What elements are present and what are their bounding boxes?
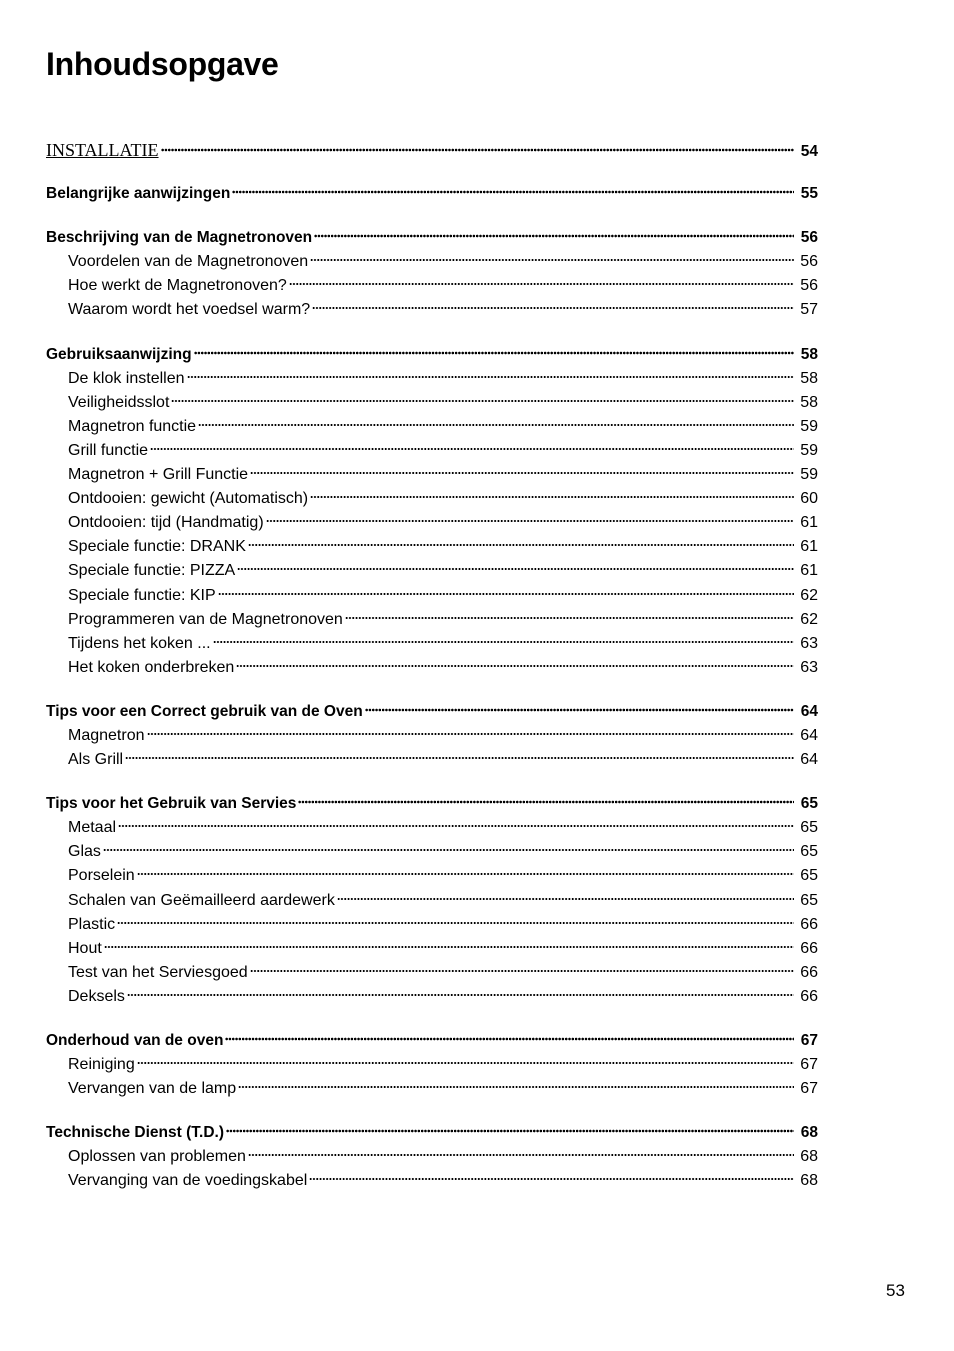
toc-entry-page: 67 bbox=[800, 1056, 818, 1074]
dot-leader bbox=[118, 824, 794, 828]
toc-entry-page: 61 bbox=[800, 514, 818, 532]
toc-entry-label: Glas bbox=[68, 843, 101, 861]
toc-entry-page: 66 bbox=[800, 963, 818, 981]
toc-entry-label: Deksels bbox=[68, 987, 125, 1005]
dot-leader bbox=[171, 399, 794, 403]
toc-section-heading[interactable] bbox=[46, 700, 818, 724]
toc-entry-label: Onderhoud van de oven bbox=[46, 1032, 224, 1049]
toc-entry-label: Oplossen van problemen bbox=[68, 1148, 246, 1166]
toc-subentry[interactable] bbox=[46, 487, 818, 511]
toc-entry-page: 64 bbox=[800, 751, 818, 769]
toc-entry-label: Magnetron bbox=[68, 726, 145, 744]
dot-leader bbox=[250, 471, 794, 475]
toc-section bbox=[46, 792, 818, 1009]
toc-entry-page: 63 bbox=[800, 634, 818, 652]
toc-section-heading[interactable] bbox=[46, 138, 818, 162]
toc-entry-label: Ontdooien: gewicht (Automatisch) bbox=[68, 490, 309, 508]
toc-entry-page: 66 bbox=[800, 915, 818, 933]
dot-leader bbox=[289, 282, 794, 286]
dot-leader bbox=[225, 1037, 794, 1041]
dot-leader bbox=[218, 592, 794, 596]
toc-entry-label: Grill functie bbox=[68, 441, 149, 459]
dot-leader bbox=[309, 1177, 794, 1181]
dot-leader bbox=[365, 708, 794, 712]
toc-subentry[interactable] bbox=[46, 632, 818, 656]
toc-entry-page: 54 bbox=[800, 143, 818, 160]
toc-entry-label: Speciale functie: PIZZA bbox=[68, 562, 236, 580]
toc-entry-label: Technische Dienst (T.D.) bbox=[46, 1124, 224, 1142]
toc-entry-page: 65 bbox=[800, 891, 818, 909]
dot-leader bbox=[187, 375, 795, 379]
toc-entry-page: 58 bbox=[800, 369, 818, 387]
toc-entry-page: 55 bbox=[800, 185, 818, 203]
dot-leader bbox=[137, 872, 794, 876]
toc-entry-page: 68 bbox=[800, 1148, 818, 1166]
toc-entry-label: Belangrijke aanwijzingen bbox=[46, 185, 231, 203]
dot-leader bbox=[150, 447, 794, 451]
toc-entry-label: Tips voor het Gebruik van Servies bbox=[46, 795, 297, 813]
toc-entry-page: 65 bbox=[800, 867, 818, 885]
toc-subentry[interactable] bbox=[46, 367, 818, 391]
toc-entry-label: Test van het Serviesgoed bbox=[68, 963, 248, 981]
toc-entry-label: Gebruiksaanwijzing bbox=[46, 345, 192, 363]
dot-leader bbox=[248, 543, 794, 547]
toc-entry-page: 65 bbox=[800, 795, 818, 813]
toc-entry-label: Waarom wordt het voedsel warm? bbox=[68, 301, 311, 319]
toc-subentry[interactable] bbox=[46, 511, 818, 535]
dot-leader bbox=[137, 1061, 794, 1065]
dot-leader bbox=[298, 800, 794, 804]
toc-entry-label: Ontdooien: tijd (Handmatig) bbox=[68, 514, 264, 532]
dot-leader bbox=[161, 148, 794, 152]
toc-subentry[interactable] bbox=[46, 889, 818, 913]
dot-leader bbox=[310, 495, 794, 499]
toc-entry-page: 64 bbox=[800, 726, 818, 744]
toc-entry-label: Schalen van Geëmailleerd aardewerk bbox=[68, 891, 335, 909]
toc-entry-page: 56 bbox=[800, 253, 818, 271]
toc-entry-label: Metaal bbox=[68, 819, 117, 837]
toc-subentry[interactable] bbox=[46, 1169, 818, 1193]
toc-subentry[interactable] bbox=[46, 748, 818, 772]
dot-leader bbox=[310, 258, 794, 262]
toc-entry-page: 68 bbox=[800, 1172, 818, 1190]
toc-entry-page: 60 bbox=[800, 490, 818, 508]
toc-subentry[interactable] bbox=[46, 913, 818, 937]
dot-leader bbox=[147, 732, 795, 736]
toc-subentry[interactable] bbox=[46, 584, 818, 608]
toc-entry-label: Tips voor een Correct gebruik van de Oven bbox=[46, 702, 363, 720]
dot-leader bbox=[238, 1085, 794, 1089]
toc-entry-page: 65 bbox=[800, 819, 818, 837]
toc-entry-label: Als Grill bbox=[68, 751, 124, 769]
toc-entry-page: 62 bbox=[800, 610, 818, 628]
page-number: 53 bbox=[886, 1281, 905, 1300]
toc-entry-page: 58 bbox=[800, 393, 818, 411]
dot-leader bbox=[194, 351, 794, 355]
toc-section bbox=[46, 700, 818, 772]
dot-leader bbox=[345, 616, 794, 620]
toc-subentry[interactable] bbox=[46, 864, 818, 888]
toc-entry-page: 67 bbox=[800, 1080, 818, 1098]
toc-subentry[interactable] bbox=[46, 298, 818, 322]
dot-leader bbox=[248, 1153, 794, 1157]
toc-entry-label: Het koken onderbreken bbox=[68, 658, 235, 676]
page-title: Inhoudsopgave bbox=[46, 46, 279, 82]
toc-subentry[interactable] bbox=[46, 559, 818, 583]
toc-entry-page: 59 bbox=[800, 441, 818, 459]
toc-section-heading[interactable] bbox=[46, 1029, 818, 1053]
toc-section bbox=[46, 1121, 818, 1193]
dot-leader bbox=[236, 664, 794, 668]
toc-entry-page: 56 bbox=[800, 229, 818, 247]
toc-subentry[interactable] bbox=[46, 391, 818, 415]
toc-section-heading[interactable] bbox=[46, 182, 818, 206]
dot-leader bbox=[117, 921, 794, 925]
toc-subentry[interactable] bbox=[46, 415, 818, 439]
dot-leader bbox=[314, 234, 794, 238]
toc-entry-page: 56 bbox=[800, 277, 818, 295]
toc-entry-page: 65 bbox=[800, 843, 818, 861]
toc-subentry[interactable] bbox=[46, 985, 818, 1009]
toc-subentry[interactable] bbox=[46, 535, 818, 559]
toc-entry-label: Porselein bbox=[68, 867, 135, 885]
dot-leader bbox=[312, 306, 794, 310]
toc-subentry[interactable] bbox=[46, 656, 818, 680]
toc-entry-label: Programmeren van de Magnetronoven bbox=[68, 610, 343, 628]
toc-section-heading[interactable] bbox=[46, 792, 818, 816]
dot-leader bbox=[232, 190, 794, 194]
toc-entry-label: Veiligheidsslot bbox=[68, 393, 170, 411]
toc-subentry[interactable] bbox=[46, 840, 818, 864]
toc-entry-label: Plastic bbox=[68, 915, 116, 933]
toc-entry-page: 61 bbox=[800, 538, 818, 556]
dot-leader bbox=[266, 519, 794, 523]
dot-leader bbox=[213, 640, 794, 644]
toc-entry-page: 61 bbox=[800, 562, 818, 580]
toc-section-heading[interactable] bbox=[46, 1121, 818, 1145]
toc-entry-label: Magnetron functie bbox=[68, 417, 197, 435]
table-of-contents bbox=[46, 138, 818, 1214]
toc-section bbox=[46, 226, 818, 322]
toc-entry-page: 67 bbox=[800, 1032, 818, 1049]
toc-entry-label: Hout bbox=[68, 939, 102, 957]
toc-entry-page: 58 bbox=[800, 345, 818, 363]
toc-section bbox=[46, 1029, 818, 1101]
toc-entry-label: De klok instellen bbox=[68, 369, 185, 387]
toc-entry-page: 57 bbox=[800, 301, 818, 319]
toc-entry-label: INSTALLATIE bbox=[46, 140, 159, 160]
toc-entry-label: Vervangen van de lamp bbox=[68, 1080, 237, 1098]
dot-leader bbox=[337, 897, 794, 901]
toc-subentry[interactable] bbox=[46, 1053, 818, 1077]
toc-entry-label: Speciale functie: KIP bbox=[68, 586, 216, 604]
toc-entry-label: Hoe werkt de Magnetronoven? bbox=[68, 277, 287, 295]
dot-leader bbox=[125, 756, 794, 760]
dot-leader bbox=[103, 848, 794, 852]
toc-subentry[interactable] bbox=[46, 250, 818, 274]
toc-entry-page: 59 bbox=[800, 466, 818, 484]
toc-subentry[interactable] bbox=[46, 961, 818, 985]
dot-leader bbox=[198, 423, 794, 427]
toc-entry-label: Voordelen van de Magnetronoven bbox=[68, 253, 309, 271]
dot-leader bbox=[237, 567, 794, 571]
dot-leader bbox=[104, 945, 794, 949]
toc-entry-page: 68 bbox=[800, 1124, 818, 1142]
dot-leader bbox=[226, 1129, 794, 1133]
toc-entry-page: 62 bbox=[800, 586, 818, 604]
toc-entry-page: 59 bbox=[800, 417, 818, 435]
toc-section bbox=[46, 182, 818, 206]
toc-subentry[interactable] bbox=[46, 439, 818, 463]
toc-subentry[interactable] bbox=[46, 463, 818, 487]
toc-section-heading[interactable] bbox=[46, 343, 818, 367]
toc-subentry[interactable] bbox=[46, 724, 818, 748]
toc-subentry[interactable] bbox=[46, 608, 818, 632]
toc-subentry[interactable] bbox=[46, 274, 818, 298]
toc-entry-label: Magnetron + Grill Functie bbox=[68, 466, 249, 484]
toc-entry-page: 64 bbox=[800, 702, 818, 720]
toc-subentry[interactable] bbox=[46, 816, 818, 840]
toc-section bbox=[46, 343, 818, 680]
toc-entry-label: Tijdens het koken ... bbox=[68, 634, 211, 652]
toc-subentry[interactable] bbox=[46, 937, 818, 961]
toc-entry-page: 66 bbox=[800, 987, 818, 1005]
dot-leader bbox=[127, 993, 794, 997]
toc-entry-label: Reiniging bbox=[68, 1056, 135, 1074]
dot-leader bbox=[250, 969, 794, 973]
toc-entry-page: 63 bbox=[800, 658, 818, 676]
toc-section bbox=[46, 138, 818, 162]
toc-entry-label: Speciale functie: DRANK bbox=[68, 538, 246, 556]
toc-section-heading[interactable] bbox=[46, 226, 818, 250]
toc-subentry[interactable] bbox=[46, 1077, 818, 1101]
toc-subentry[interactable] bbox=[46, 1145, 818, 1169]
toc-entry-label: Beschrijving van de Magnetronoven bbox=[46, 229, 313, 247]
toc-entry-label: Vervanging van de voedingskabel bbox=[68, 1172, 308, 1190]
toc-entry-page: 66 bbox=[800, 939, 818, 957]
